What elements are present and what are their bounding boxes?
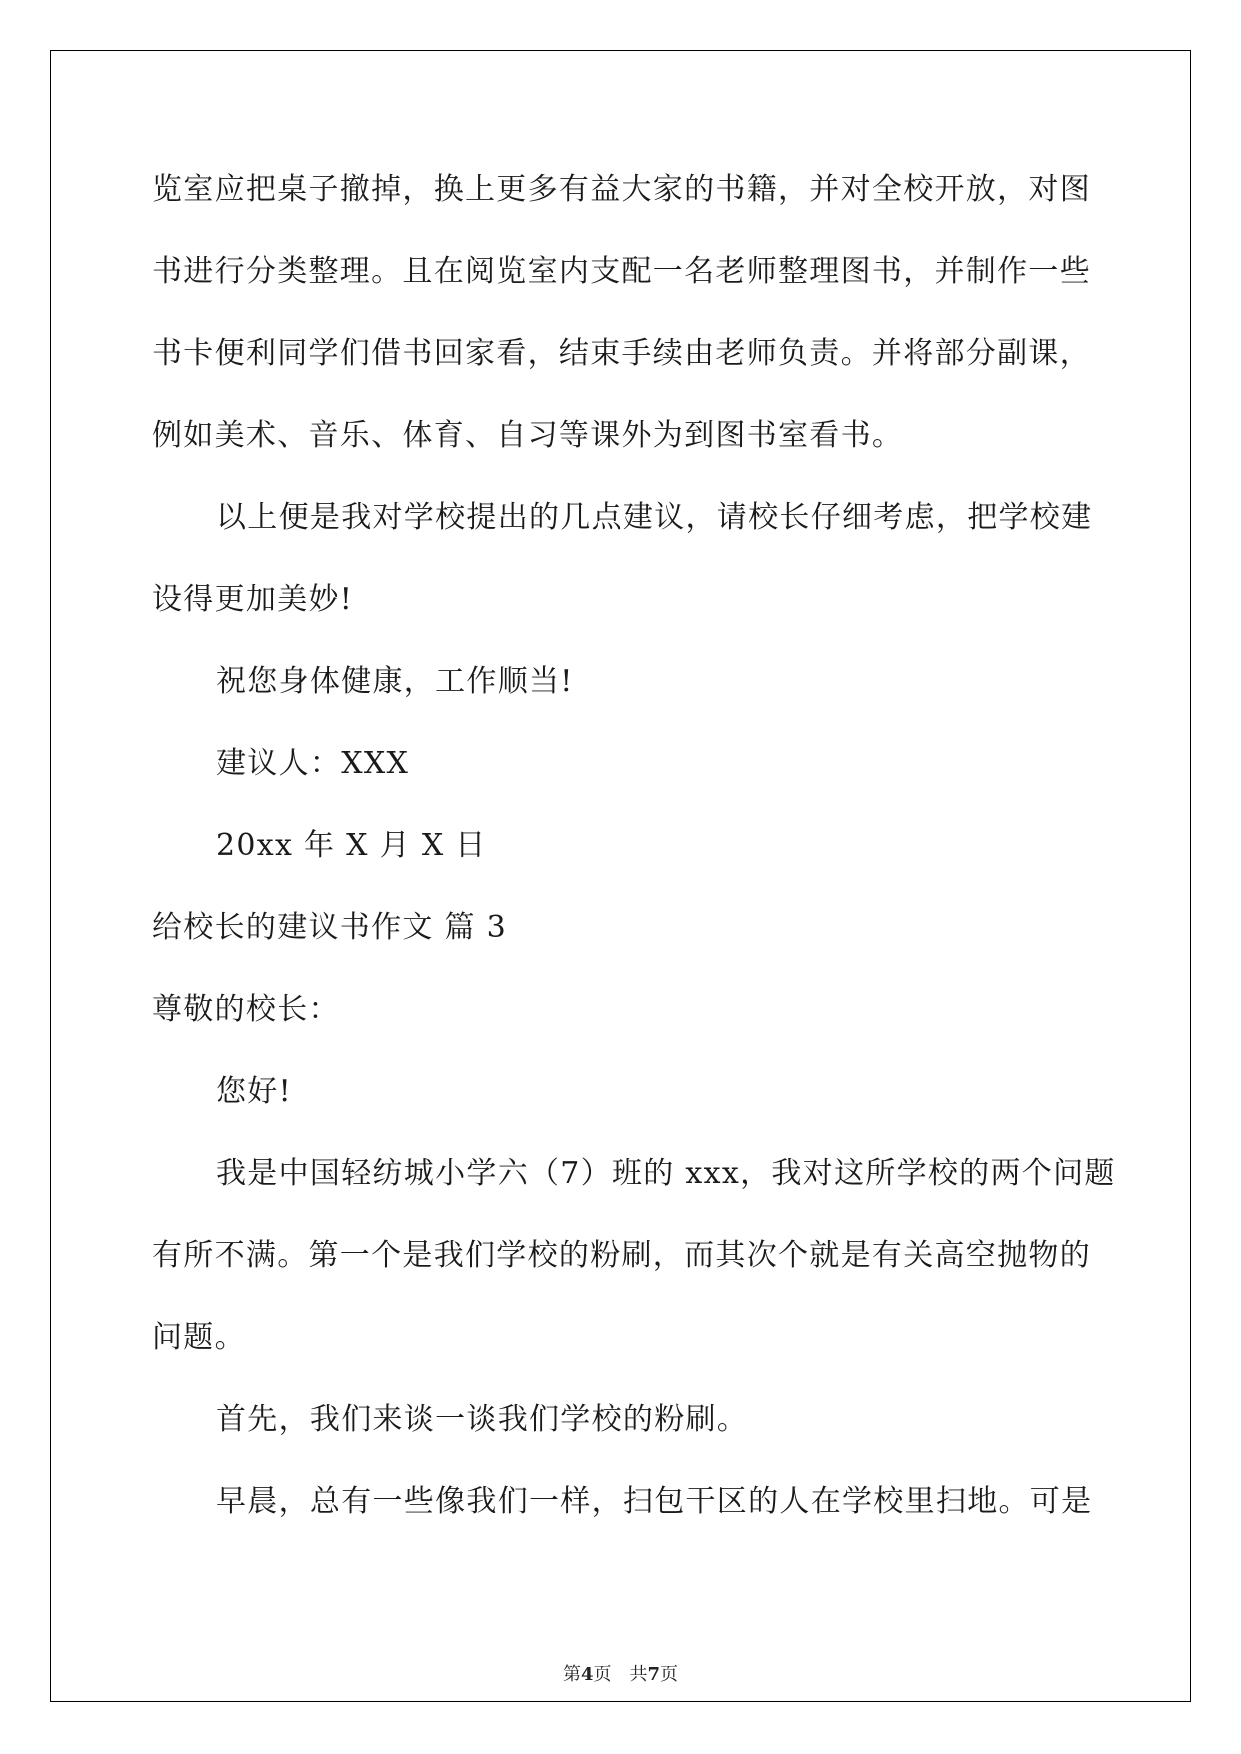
- page-footer: [0, 1660, 1241, 1686]
- paragraph-line: 有所不满。第一个是我们学校的粉刷，而其次个就是有关高空抛物的: [152, 1238, 1091, 1273]
- total-pages-suffix: 页: [660, 1664, 679, 1685]
- paragraph-line: 览室应把桌子撤掉，换上更多有益大家的书籍，并对全校开放，对图: [152, 172, 1091, 207]
- paragraph-line: 首先，我们来谈一谈我们学校的粉刷。: [216, 1402, 749, 1437]
- paragraph-line: 例如美术、音乐、体育、自习等课外为到图书室看书。: [152, 418, 904, 453]
- current-page-number: 4: [580, 1664, 594, 1685]
- total-pages-number: 7: [647, 1664, 661, 1685]
- paragraph-line: 设得更加美妙!: [152, 582, 354, 617]
- document-body: [152, 160, 1116, 1554]
- paragraph-line: 书进行分类整理。且在阅览室内支配一名老师整理图书，并制作一些: [152, 254, 1091, 289]
- greeting: 您好!: [216, 1074, 292, 1109]
- paragraph-line: 问题。: [152, 1320, 246, 1355]
- page-number-suffix: 页: [593, 1664, 612, 1685]
- closing-wish: 祝您身体健康，工作顺当!: [216, 664, 574, 699]
- section-heading: 给校长的建议书作文 篇 3: [152, 910, 508, 945]
- paragraph-line: 以上便是我对学校提出的几点建议，请校长仔细考虑，把学校建: [216, 500, 1093, 535]
- date-line: 20xx 年 X 月 X 日: [216, 828, 487, 863]
- salutation: 尊敬的校长：: [152, 992, 340, 1027]
- paragraph-line: 书卡便利同学们借书回家看，结束手续由老师负责。并将部分副课，: [152, 336, 1091, 371]
- paragraph-line: 早晨，总有一些像我们一样，扫包干区的人在学校里扫地。可是: [216, 1484, 1093, 1519]
- paragraph-line: 我是中国轻纺城小学六（7）班的 xxx，我对这所学校的两个问题: [216, 1156, 1116, 1191]
- signature-line: 建议人：XXX: [216, 746, 410, 781]
- total-pages-prefix: 共: [629, 1664, 648, 1685]
- page-number-prefix: 第: [562, 1664, 581, 1685]
